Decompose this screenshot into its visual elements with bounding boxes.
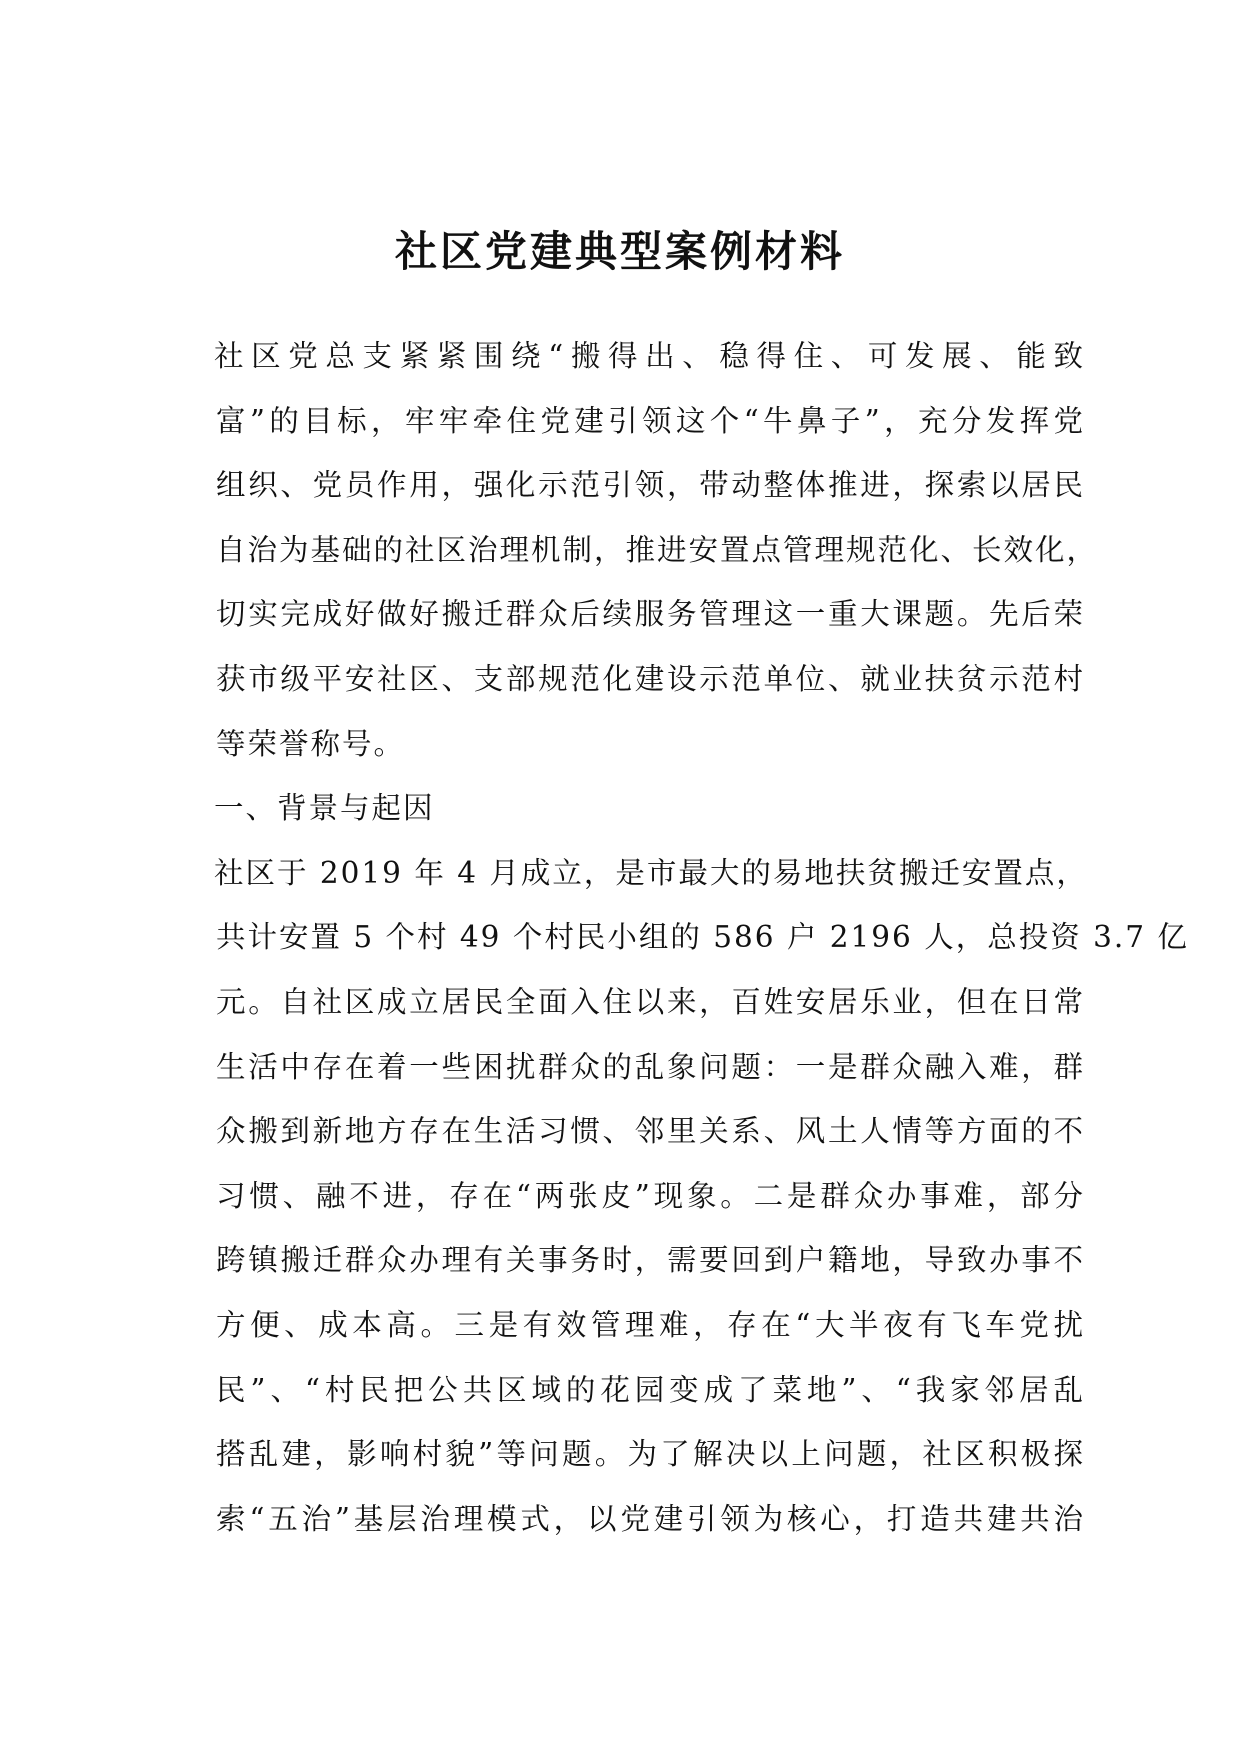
document-body bbox=[157, 324, 1189, 1551]
section-paragraph bbox=[157, 841, 1189, 1552]
text-line: 搭乱建，影响村貌”等问题。为了解决以上问题，社区积极探 bbox=[216, 1437, 1085, 1472]
text-line: 众搬到新地方存在生活习惯、邻里关系、风土人情等方面的不 bbox=[216, 1114, 1085, 1149]
text-line: 生活中存在着一些困扰群众的乱象问题：一是群众融入难，群 bbox=[216, 1049, 1085, 1084]
text-line: 元。自社区成立居民全面入住以来，百姓安居乐业，但在日常 bbox=[216, 984, 1085, 1019]
text-line: 社区党总支紧紧围绕“搬得出、稳得住、可发展、能致 bbox=[214, 339, 1085, 373]
text-line: 切实完成好做好搬迁群众后续服务管理这一重大课题。先后荣 bbox=[216, 597, 1085, 632]
text-line: 等荣誉称号。 bbox=[216, 726, 406, 761]
text-line: 富”的目标，牢牢牵住党建引领这个“牛鼻子”，充分发挥党 bbox=[216, 403, 1085, 438]
text-line: 自治为基础的社区治理机制，推进安置点管理规范化、长效化， bbox=[216, 532, 1099, 567]
text-line: 获市级平安社区、支部规范化建设示范单位、就业扶贫示范村 bbox=[216, 661, 1085, 696]
text-line: 共计安置 5 个村 49 个村民小组的 586 户 2196 人，总投资 3.7 亿 bbox=[216, 920, 1189, 955]
text-line: 社区于 2019 年 4 月成立，是市最大的易地扶贫搬迁安置点， bbox=[214, 855, 1088, 890]
page-title: 社区党建典型案例材料 bbox=[394, 227, 845, 276]
section-heading: 一、背景与起因 bbox=[214, 791, 435, 826]
text-line: 跨镇搬迁群众办理有关事务时，需要回到户籍地，导致办事不 bbox=[216, 1243, 1085, 1278]
text-line: 习惯、融不进，存在“两张皮”现象。二是群众办事难，部分 bbox=[216, 1178, 1085, 1213]
intro-paragraph bbox=[157, 324, 1099, 776]
text-line: 索“五治”基层治理模式，以党建引领为核心，打造共建共治 bbox=[216, 1501, 1085, 1536]
text-line: 民”、“村民把公共区域的花园变成了菜地”、“我家邻居乱 bbox=[216, 1372, 1085, 1407]
text-line: 组织、党员作用，强化示范引领，带动整体推进，探索以居民 bbox=[216, 468, 1085, 503]
text-line: 方便、成本高。三是有效管理难，存在“大半夜有飞车党扰 bbox=[216, 1307, 1085, 1342]
